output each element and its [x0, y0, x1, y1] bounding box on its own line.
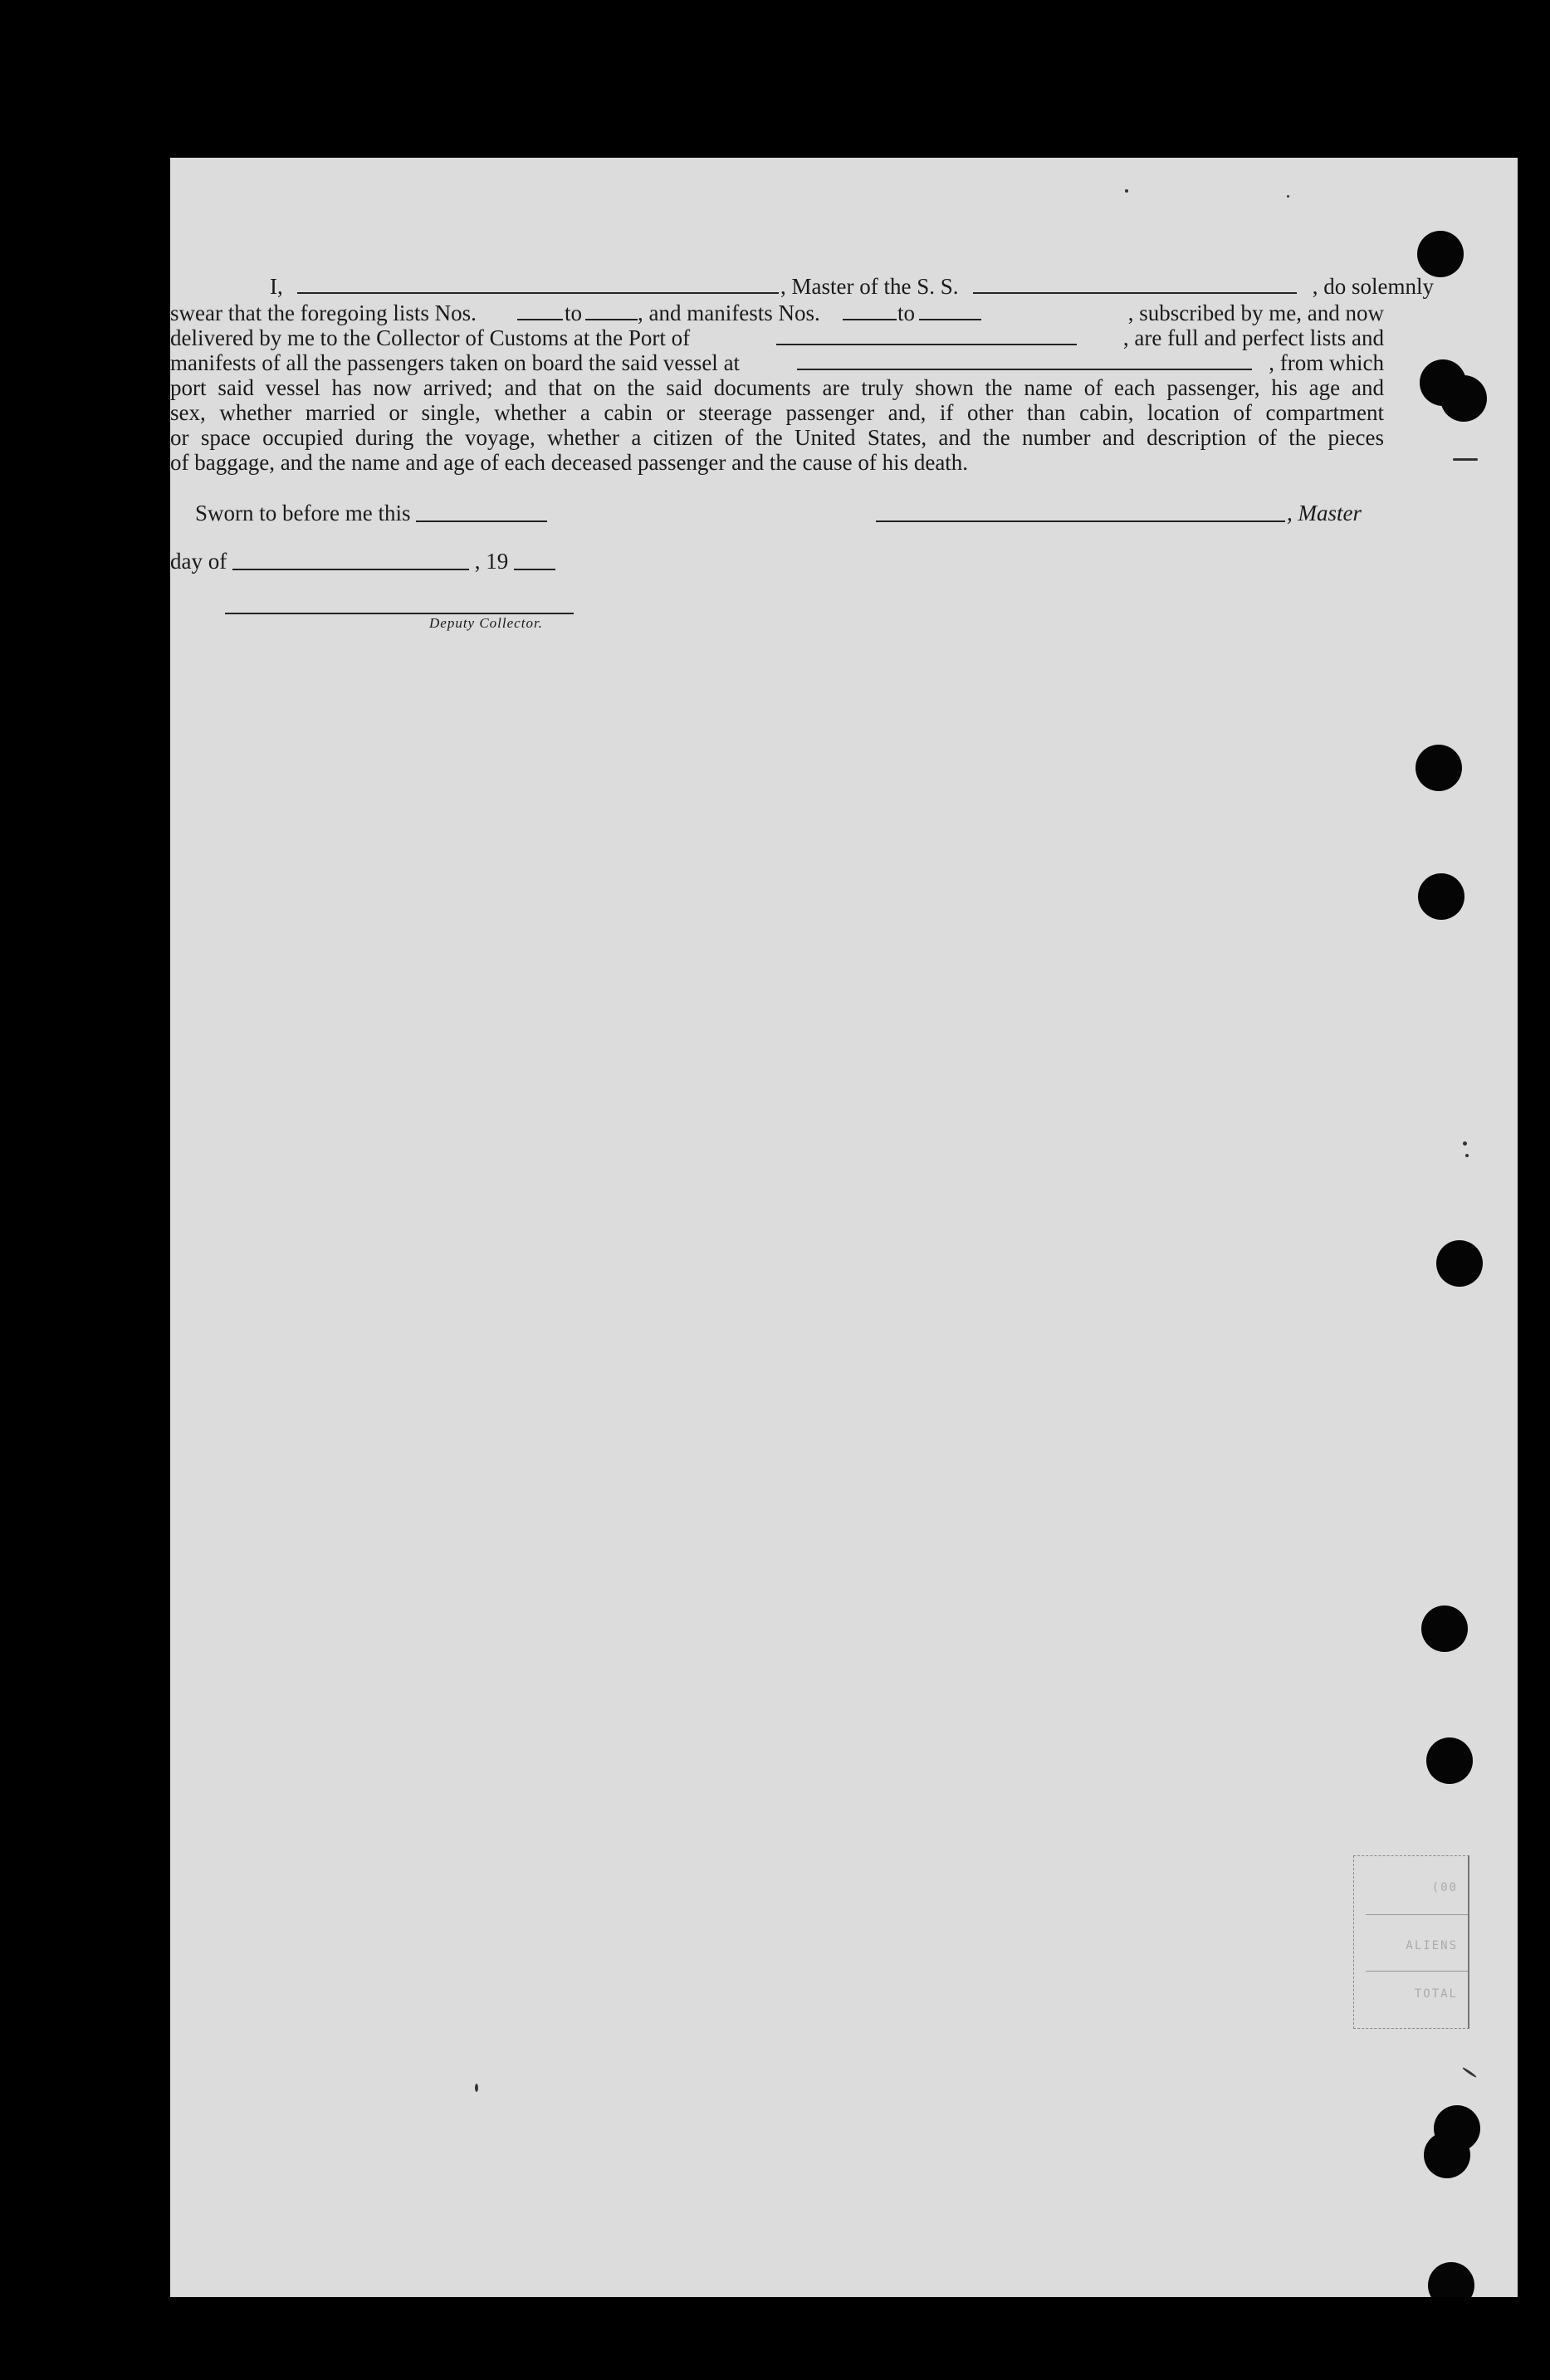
document-page: [170, 158, 1518, 2297]
full-perfect-label: , are full and perfect lists and: [1122, 325, 1384, 350]
sworn-line: [195, 501, 547, 525]
lists-to-label: to: [565, 301, 583, 325]
oath-line-8: of baggage, and the name and age of each deceased passenger and the cause of his death.: [170, 450, 969, 475]
stamp-row-3: TOTAL: [1414, 1987, 1458, 2001]
punch-hole-icon: [1424, 2132, 1470, 2178]
punch-hole-icon: [1418, 873, 1464, 920]
oath-pronoun: I,: [270, 274, 283, 299]
port-of-label: delivered by me to the Collector of Customs at the Port of: [170, 325, 691, 350]
from-which-label: , from which: [1269, 350, 1384, 375]
stamp-divider-2: [1366, 1971, 1468, 1972]
tally-stamp: [1353, 1855, 1469, 2029]
oath-line-6: sex, whether married or single, whether a cabin or steerage passenger and, if other than cabin, location of compartment: [170, 400, 1384, 425]
year-prefix-label: , 19: [474, 549, 509, 574]
stamp-divider-1: [1366, 1914, 1468, 1915]
sworn-label: Sworn to before me this: [195, 501, 411, 525]
master-label: , Master: [1287, 501, 1362, 525]
speck: [1125, 189, 1128, 193]
oath-line-5: port said vessel has now arrived; and that on the said documents are truly shown the name of each passenger, his age and: [170, 375, 1384, 400]
sworn-date-field[interactable]: [416, 504, 547, 522]
day-of-label: day of: [170, 549, 227, 574]
punch-hole-icon: [1440, 375, 1487, 422]
subscribed-label: , subscribed by me, and now: [1127, 301, 1384, 325]
year-field[interactable]: [514, 552, 555, 570]
stamp-row-2: ALIENS: [1406, 1939, 1458, 1952]
master-of-ship-label: , Master of the S. S.: [780, 274, 959, 299]
lists-nos-label: swear that the foregoing lists Nos.: [170, 301, 477, 325]
manifests-nos-label: , and manifests Nos.: [638, 301, 820, 325]
speck: [1287, 195, 1289, 198]
manifests-to-label: to: [897, 301, 916, 325]
speck: [1465, 1154, 1469, 1157]
month-field[interactable]: [232, 552, 469, 570]
deputy-collector-label: Deputy Collector.: [429, 615, 543, 631]
speck: [1453, 458, 1478, 461]
taken-on-board-label: manifests of all the passengers taken on board the said vessel at: [170, 350, 741, 375]
punch-hole-icon: [1436, 1240, 1483, 1287]
speck: [475, 2084, 478, 2092]
stamp-row-1: (00: [1431, 1881, 1458, 1894]
do-solemnly-label: , do solemnly: [1312, 274, 1434, 299]
speck: [1463, 1141, 1467, 1146]
sworn-section: [170, 158, 1518, 2297]
day-of-line: [170, 549, 555, 574]
punch-hole-icon: [1417, 231, 1464, 277]
punch-hole-icon: [1416, 745, 1462, 791]
punch-hole-icon: [1426, 1737, 1473, 1784]
punch-hole-icon: [1421, 1605, 1468, 1652]
master-signature-line[interactable]: [876, 520, 1285, 522]
oath-line-7: or space occupied during the voyage, whether a citizen of the United States, and the number and description of the pieces: [170, 425, 1384, 450]
